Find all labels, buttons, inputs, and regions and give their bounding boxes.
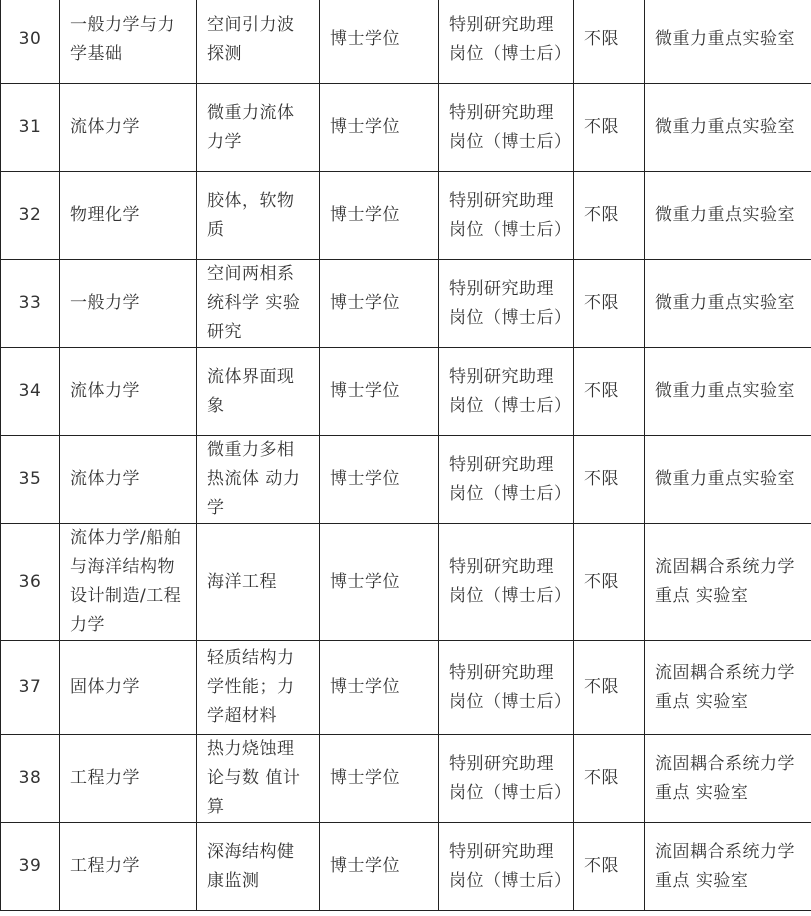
department-cell: 流固耦合系统力学重点 实验室 (645, 641, 811, 735)
major-cell: 流体力学 (60, 436, 197, 524)
age-limit-cell: 不限 (574, 172, 645, 260)
major-cell: 固体力学 (60, 641, 197, 735)
row-number: 34 (1, 348, 60, 436)
degree-cell: 博士学位 (320, 823, 439, 911)
degree-cell: 博士学位 (320, 172, 439, 260)
table-row (1, 0, 811, 84)
department-cell: 流固耦合系统力学重点 实验室 (645, 524, 811, 641)
age-limit-cell: 不限 (574, 524, 645, 641)
row-number: 33 (1, 260, 60, 348)
degree-cell: 博士学位 (320, 735, 439, 823)
major-cell: 流体力学 (60, 348, 197, 436)
major-cell: 工程力学 (60, 735, 197, 823)
research-direction-cell: 海洋工程 (197, 524, 320, 641)
major-cell: 工程力学 (60, 823, 197, 911)
age-limit-cell: 不限 (574, 84, 645, 172)
row-number: 30 (1, 0, 60, 84)
research-direction-cell: 深海结构健康监测 (197, 823, 320, 911)
degree-cell: 博士学位 (320, 260, 439, 348)
department-cell: 微重力重点实验室 (645, 172, 811, 260)
degree-cell: 博士学位 (320, 641, 439, 735)
table-row (1, 735, 811, 823)
row-number: 36 (1, 524, 60, 641)
degree-cell: 博士学位 (320, 84, 439, 172)
table-row (1, 823, 811, 911)
research-direction-cell: 空间引力波探测 (197, 0, 320, 84)
post-type-cell: 特别研究助理岗位（博士后） (439, 641, 574, 735)
research-direction-cell: 热力烧蚀理论与数 值计算 (197, 735, 320, 823)
row-number: 31 (1, 84, 60, 172)
post-type-cell: 特别研究助理岗位（博士后） (439, 260, 574, 348)
degree-cell: 博士学位 (320, 436, 439, 524)
table-row (1, 436, 811, 524)
post-type-cell: 特别研究助理岗位（博士后） (439, 524, 574, 641)
research-direction-cell: 流体界面现象 (197, 348, 320, 436)
major-cell: 流体力学/船舶与海洋结构物设计制造/工程力学 (60, 524, 197, 641)
age-limit-cell: 不限 (574, 260, 645, 348)
degree-cell: 博士学位 (320, 524, 439, 641)
department-cell: 微重力重点实验室 (645, 260, 811, 348)
table-row (1, 172, 811, 260)
major-cell: 物理化学 (60, 172, 197, 260)
department-cell: 流固耦合系统力学重点 实验室 (645, 823, 811, 911)
degree-cell: 博士学位 (320, 348, 439, 436)
post-type-cell: 特别研究助理岗位（博士后） (439, 436, 574, 524)
major-cell: 流体力学 (60, 84, 197, 172)
department-cell: 微重力重点实验室 (645, 84, 811, 172)
age-limit-cell: 不限 (574, 735, 645, 823)
row-number: 38 (1, 735, 60, 823)
post-type-cell: 特别研究助理岗位（博士后） (439, 84, 574, 172)
row-number: 37 (1, 641, 60, 735)
table-body (1, 0, 811, 911)
major-cell: 一般力学 (60, 260, 197, 348)
table-row (1, 84, 811, 172)
research-direction-cell: 微重力多相热流体 动力学 (197, 436, 320, 524)
table-row (1, 260, 811, 348)
post-type-cell: 特别研究助理岗位（博士后） (439, 735, 574, 823)
age-limit-cell: 不限 (574, 641, 645, 735)
age-limit-cell: 不限 (574, 0, 645, 84)
degree-cell: 博士学位 (320, 0, 439, 84)
row-number: 35 (1, 436, 60, 524)
department-cell: 流固耦合系统力学重点 实验室 (645, 735, 811, 823)
row-number: 39 (1, 823, 60, 911)
research-direction-cell: 微重力流体力学 (197, 84, 320, 172)
post-type-cell: 特别研究助理岗位（博士后） (439, 823, 574, 911)
department-cell: 微重力重点实验室 (645, 0, 811, 84)
post-type-cell: 特别研究助理岗位（博士后） (439, 172, 574, 260)
post-type-cell: 特别研究助理岗位（博士后） (439, 348, 574, 436)
department-cell: 微重力重点实验室 (645, 348, 811, 436)
table-row (1, 641, 811, 735)
age-limit-cell: 不限 (574, 348, 645, 436)
table-row (1, 524, 811, 641)
research-direction-cell: 胶体，软物质 (197, 172, 320, 260)
post-type-cell: 特别研究助理岗位（博士后） (439, 0, 574, 84)
research-direction-cell: 空间两相系统科学 实验研究 (197, 260, 320, 348)
department-cell: 微重力重点实验室 (645, 436, 811, 524)
table-row (1, 348, 811, 436)
research-direction-cell: 轻质结构力学性能；力学超材料 (197, 641, 320, 735)
major-cell: 一般力学与力学基础 (60, 0, 197, 84)
age-limit-cell: 不限 (574, 823, 645, 911)
age-limit-cell: 不限 (574, 436, 645, 524)
row-number: 32 (1, 172, 60, 260)
